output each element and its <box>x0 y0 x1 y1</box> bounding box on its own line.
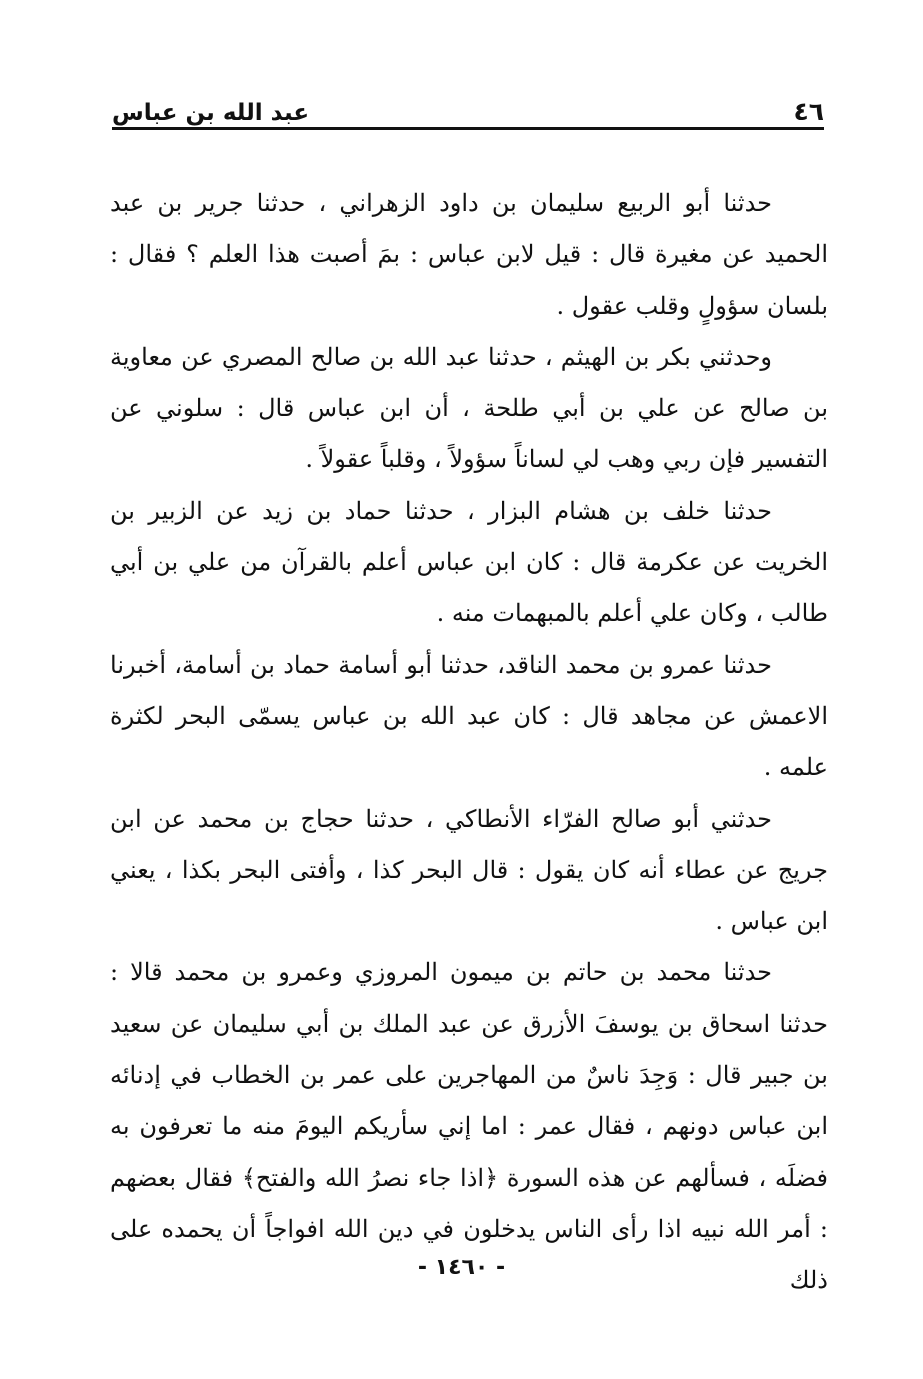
page-header <box>112 84 824 126</box>
paragraph: حدثنا محمد بن حاتم بن ميمون المروزي وعمرو بن محمد قالا : حدثنا اسحاق بن يوسفَ الأزرق عن عبد الملك بن أبي سليمان عن سعيد بن جبير قال : وَجِدَ ناسٌ من المهاجرين على عمر بن الخطاب في إدنائه ابن عباس دونهم ، فقال عمر : اما إني سأريكم اليومَ منه ما تعرفون به فضلَه ، فسألهم عن هذه السورة ﴿اذا جاء نصرُ الله والفتح﴾ فقال بعضهم : أمر الله نبيه اذا رأى الناس يدخلون في دين الله افواجاً أن يحمده على ذلك <box>110 958 828 1295</box>
paragraph: حدثنا عمرو بن محمد الناقد، حدثنا أبو أسامة حماد بن أسامة، أخبرنا الاعمش عن مجاهد قال : كان عبد الله بن عباس يسمّى البحر لكثرة علمه . <box>110 650 828 782</box>
folio-number: - ١٤٦٠ - <box>417 1255 506 1280</box>
body-text <box>110 178 828 1307</box>
running-title: عبد الله بن عباس <box>112 100 310 126</box>
paragraph: وحدثني بكر بن الهيثم ، حدثنا عبد الله بن صالح المصري عن معاوية بن صالح عن علي بن أبي طلحة ، أن ابن عباس قال : سلوني عن التفسير فإن ربي وهب لي لساناً سؤولاً ، وقلباً عقولاً . <box>110 342 828 474</box>
page-number: ٤٦ <box>793 97 824 126</box>
header-rule <box>112 127 824 130</box>
paragraph: حدثنا خلف بن هشام البزار ، حدثنا حماد بن زيد عن الزبير بن الخريت عن عكرمة قال : كان ابن عباس أعلم بالقرآن من علي بن أبي طالب ، وكان علي أعلم بالمبهمات منه . <box>110 496 828 628</box>
paragraph: حدثني أبو صالح الفرّاء الأنطاكي ، حدثنا حجاج بن محمد عن ابن جريج عن عطاء أنه كان يقول : قال البحر كذا ، وأفتى البحر بكذا ، يعني ابن عباس . <box>110 804 828 936</box>
paragraph: حدثنا أبو الربيع سليمان بن داود الزهراني ، حدثنا جرير بن عبد الحميد عن مغيرة قال : قيل لابن عباس : بمَ أصبت هذا العلم ؟ فقال : بلسان سؤولٍ وقلب عقول . <box>110 189 828 320</box>
